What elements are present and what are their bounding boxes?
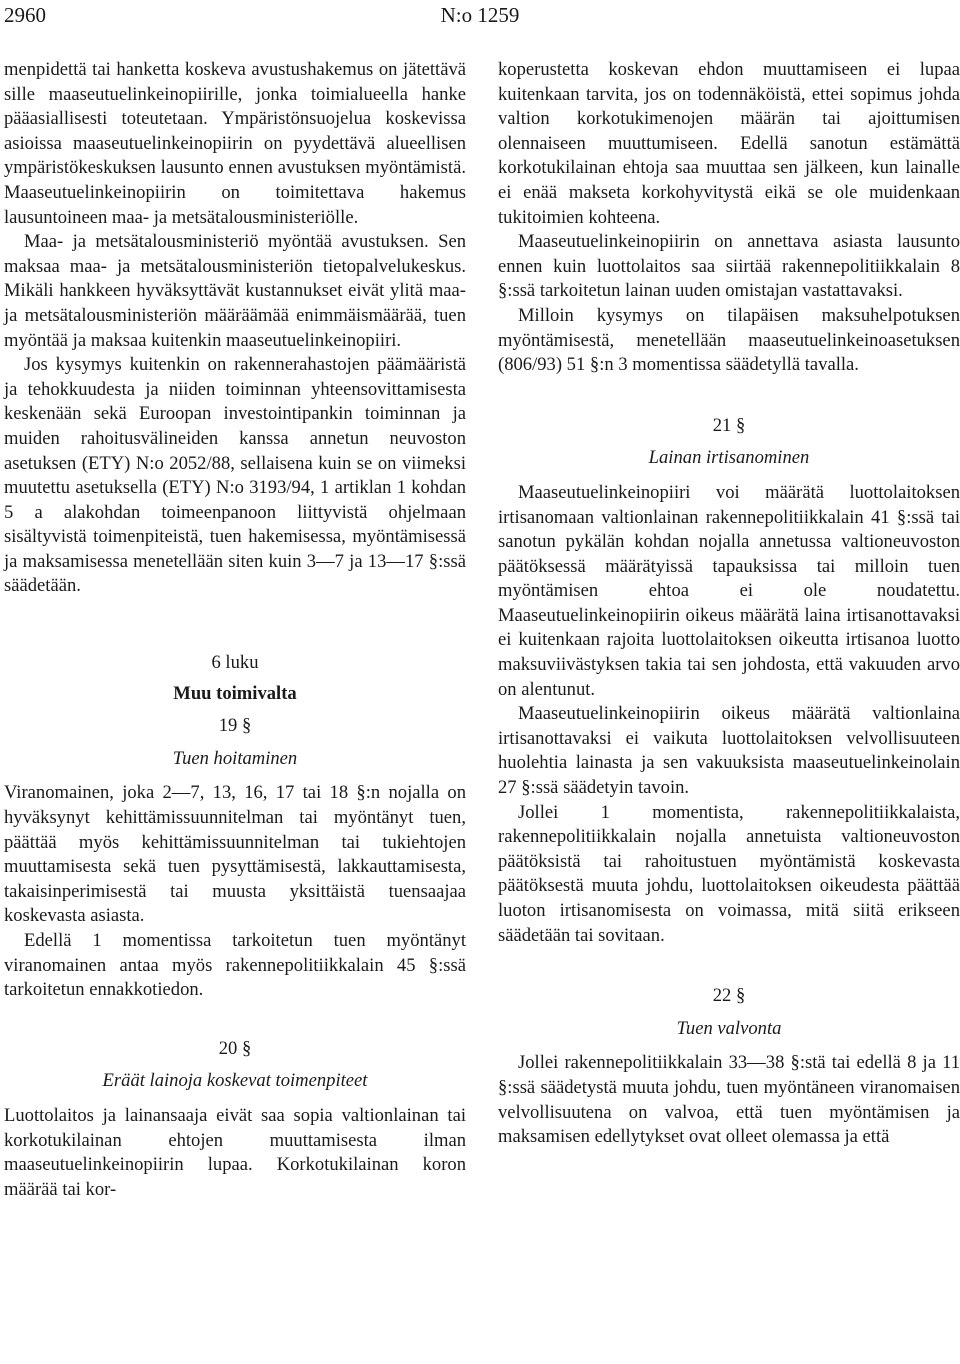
paragraph: koperustetta koskevan ehdon muuttamiseen ei lupaa kuitenkaan tarvita, jos on todennäköistä, ettei sopimus johda valtion korkotukimenojen määrän tai ajoittumisen olennaiseen muuttumiseen. Edellä sanotun estämättä korkotukilainan ehtoja saa muuttaa sen jälkeen, kun lainalle ei enää makseta korkohyvitystä eikä se ole muidenkaan tukitoimien kohteena. (498, 59, 960, 228)
paragraph: Maaseutuelinkeinopiirin oikeus määrätä valtionlaina irtisanottavaksi ei vaikuta luottolaitoksen velvollisuuteen huolehtia lainasta ja sen vakuuksista maaseutuelinkeinolain 27 §:ssä säädetyin tavoin. (498, 703, 960, 799)
paragraph: Maaseutuelinkeinopiiri voi määrätä luottolaitoksen irtisanomaan valtionlainan rakennepolitiikkalain 41 §:ssä tai sanotun pykälän kohdan nojalla annetussa valtioneuvoston päätöksessä määrätyissä tapauksissa tai milloin tuen myöntämisen ehtoa ei ole noudatettu. Maaseutuelinkeinopiirin oikeus määrätä laina irtisanottavaksi ei kuitenkaan rajoita luottolaitoksen oikeutta irtisanoa luotto maksuviivästyksen takia tai sen johdosta, että vakuuden arvo on alentunut. (498, 481, 960, 700)
section-number: 19 § (218, 715, 252, 737)
section-number: 22 § (712, 985, 746, 1007)
section-title: Eräät lainoja koskevat toimenpiteet (102, 1070, 368, 1092)
page-number: 2960 (4, 3, 46, 27)
paragraph: Edellä 1 momentissa tarkoitetun tuen myöntänyt viranomainen antaa myös rakennepolitiikkalain 45 §:ssä tarkoitetun ennakkotiedon. (4, 930, 466, 1001)
paragraph: Milloin kysymys on tilapäisen maksuhelpotuksen myöntämisestä, menetellään maaseutuelinkeinoasetuksen (806/93) 51 §:n 3 momentissa säädetyllä tavalla. (498, 304, 960, 376)
right-column (498, 58, 960, 1150)
section-number: 21 § (712, 414, 746, 436)
section-title: Tuen valvonta (676, 1017, 782, 1039)
left-column (4, 58, 466, 1202)
section-number: 20 § (218, 1037, 252, 1059)
paragraph: Jollei 1 momentista, rakennepolitiikkalaista, rakennepolitiikkalain nojalla annetuista valtioneuvoston päätöksistä tai rahoitustuen myöntämistä koskevasta päätöksestä muuta johdu, luottolaitoksen oikeudesta päättää luoton irtisanomisesta on voimassa, mitä siitä erikseen säädetään tai sovitaan. (498, 801, 960, 946)
paragraph: Jollei rakennepolitiikkalain 33—38 §:stä tai edellä 8 ja 11 §:ssä säädetystä muuta johdu, tuen myöntäneen viranomaisen velvollisuutena on valvoa, että tuen myöntämisen ja maksamisen edellytykset ovat olleet olemassa ja että (498, 1052, 960, 1148)
document-number: N:o 1259 (440, 3, 520, 27)
section-title: Tuen hoitaminen (172, 747, 298, 769)
paragraph: Luottolaitos ja lainansaaja eivät saa sopia valtionlainan tai korkotukilainan ehtojen muuttamisesta ilman maaseutuelinkeinopiirin lupaa. Korkotukilainan koron määrää tai kor- (4, 1104, 466, 1200)
paragraph: Jos kysymys kuitenkin on rakennerahastojen päämääristä ja tehokkuudesta ja niiden toiminnan yhteensovittamisesta keskenään sekä Euroopan investointipankin toiminnan ja muiden rahoitusvälineiden kanssa annetun neuvoston asetuksen (ETY) N:o 2052/88, sellaisena kuin se on viimeksi muutettu asetuksella (ETY) N:o 3193/94, 1 artiklan 1 kohdan 5 a alakohdan toimeenpanoon liittyvistä ohjelmaan sisältyvistä toimenpiteistä, tuen hakemisessa, myöntämisessä ja maksamisessa menetellään siten kuin 3—7 ja 13—17 §:ssä säädetään. (4, 354, 466, 597)
paragraph: Viranomainen, joka 2—7, 13, 16, 17 tai 18 §:n nojalla on hyväksynyt kehittämissuunnitelman tai myöntänyt tuen, päättää myös kehittämissuunnitelman tai tukiehtojen muuttamisesta sekä tuen pysyttämisestä, lakkauttamisesta, takaisinperimisestä tai muusta yksittäistä tuensaajaa koskevasta asiasta. (4, 782, 466, 927)
page-header (0, 0, 960, 32)
paragraph: Maaseutuelinkeinopiirin on annettava asiasta lausunto ennen kuin luottolaitos saa siirtää rakennepolitiikkalain 8 §:ssä tarkoitetun lainan uuden omistajan vastattavaksi. (498, 231, 960, 302)
section-title: Lainan irtisanominen (648, 447, 810, 469)
paragraph: menpidettä tai hanketta koskeva avustushakemus on jätettävä sille maaseutuelinkeinopiirille, jonka toimialueella hanke pääasiallisesti toteutetaan. Ympäristönsuojelua koskevissa asioissa maaseutuelinkeinopiirin on pyydettävä alueellisen ympäristökeskuksen lausunto ennen avustuksen myöntämistä. Maaseutuelinkeinopiirin on toimitettava hakemus lausuntoineen maa- ja metsätalousministeriölle. (4, 59, 466, 228)
paragraph: Maa- ja metsätalousministeriö myöntää avustuksen. Sen maksaa maa- ja metsätalousministeriön tietopalvelukeskus. Mikäli hankkeen hyväksyttävät kustannukset eivät ylitä maa- ja metsätalousministeriön määräämää enimmäismäärää, tuen myöntää ja maksaa kuitenkin maaseutuelinkeinopiiri. (4, 231, 466, 351)
chapter-title: Muu toimivalta (173, 682, 297, 704)
chapter-number: 6 luku (211, 652, 259, 674)
